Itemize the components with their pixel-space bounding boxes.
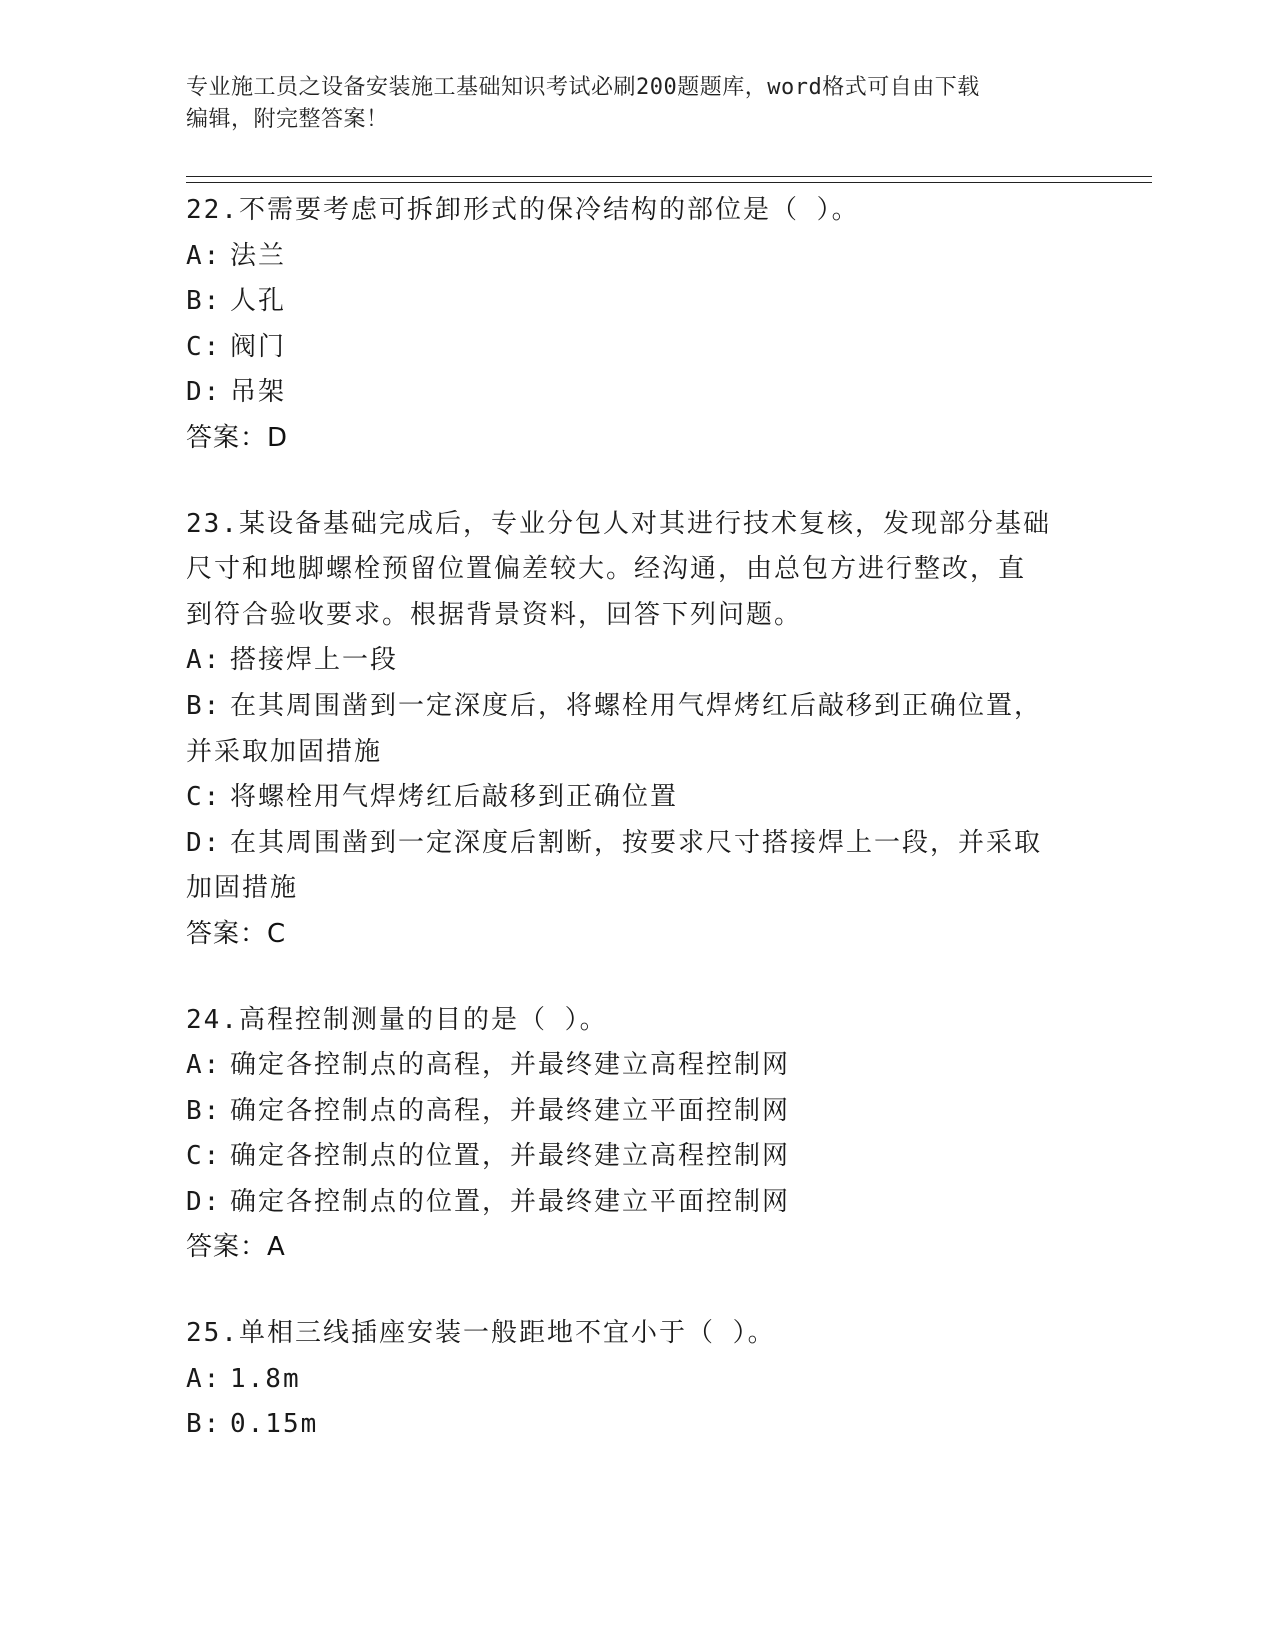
option-text: 人孔 [230, 286, 287, 317]
option-text: 确定各控制点的位置，并最终建立平面控制网 [230, 1186, 791, 1217]
option-label: C: [186, 331, 222, 362]
option-b [186, 279, 1086, 325]
option-text: 0.15m [230, 1409, 319, 1440]
option-label: C: [186, 782, 222, 813]
question-stem: 22.不需要考虑可拆卸形式的保冷结构的部位是（ ）。 [186, 195, 860, 225]
answer-line: 答案：A [186, 1232, 286, 1263]
option-d [186, 821, 1086, 867]
option-a [186, 1043, 1086, 1089]
question-stem-line: 到符合验收要求。根据背景资料，回答下列问题。 [186, 599, 803, 630]
question-stem: 25.单相三线插座安装一般距地不宜小于（ ）。 [186, 1318, 776, 1349]
option-text: 吊架 [230, 377, 287, 408]
option-a [186, 234, 1086, 280]
option-b [186, 684, 1086, 730]
option-label: A: [186, 1050, 222, 1081]
question-25 [186, 1311, 1086, 1448]
option-c [186, 325, 1086, 371]
option-text: 确定各控制点的位置，并最终建立高程控制网 [230, 1141, 791, 1172]
option-c [186, 1134, 1086, 1180]
question-24 [186, 998, 1086, 1272]
option-label: B: [186, 1409, 222, 1440]
option-d [186, 370, 1086, 416]
option-label: A: [186, 1363, 222, 1394]
option-c [186, 775, 1086, 821]
question-23 [186, 502, 1086, 958]
header-line-2: 编辑，附完整答案！ [186, 107, 389, 132]
option-label: B: [186, 690, 222, 721]
option-label: B: [186, 1095, 222, 1126]
option-b-continuation: 并采取加固措施 [186, 736, 383, 767]
option-text: 在其周围凿到一定深度后割断，按要求尺寸搭接焊上一段，并采取 [230, 827, 1043, 858]
header-rule-bottom [186, 182, 1152, 183]
option-d [186, 1180, 1086, 1226]
question-list [186, 188, 1086, 1488]
option-label: B: [186, 286, 222, 317]
option-a [186, 1357, 1086, 1403]
question-stem: 24.高程控制测量的目的是（ ）。 [186, 1004, 608, 1035]
question-stem-line: 23.某设备基础完成后，专业分包人对其进行技术复核，发现部分基础 [186, 508, 1051, 539]
header-line-1: 专业施工员之设备安装施工基础知识考试必刷200题题库，word格式可自由下载 [186, 75, 980, 100]
option-text: 法兰 [230, 240, 287, 271]
option-label: A: [186, 645, 222, 676]
option-label: C: [186, 1141, 222, 1172]
option-label: D: [186, 377, 222, 408]
header-rule-top [186, 176, 1152, 177]
option-b [186, 1402, 1086, 1448]
option-text: 在其周围凿到一定深度后，将螺栓用气焊烤红后敲移到正确位置， [230, 690, 1043, 721]
answer-line: 答案：C [186, 918, 287, 949]
option-label: D: [186, 1186, 222, 1217]
question-stem-line: 尺寸和地脚螺栓预留位置偏差较大。经沟通，由总包方进行整改，直 [186, 554, 1027, 585]
option-d-continuation: 加固措施 [186, 873, 299, 904]
option-text: 将螺栓用气焊烤红后敲移到正确位置 [230, 782, 679, 813]
option-a [186, 638, 1086, 684]
option-label: A: [186, 240, 222, 271]
question-22 [186, 188, 1086, 462]
option-text: 阀门 [230, 331, 287, 362]
answer-line: 答案：D [186, 422, 289, 453]
option-b [186, 1089, 1086, 1135]
option-text: 确定各控制点的高程，并最终建立高程控制网 [230, 1050, 791, 1081]
option-text: 确定各控制点的高程，并最终建立平面控制网 [230, 1095, 791, 1126]
option-label: D: [186, 827, 222, 858]
document-header [186, 72, 1066, 136]
option-text: 搭接焊上一段 [230, 645, 399, 676]
option-text: 1.8m [230, 1363, 301, 1394]
